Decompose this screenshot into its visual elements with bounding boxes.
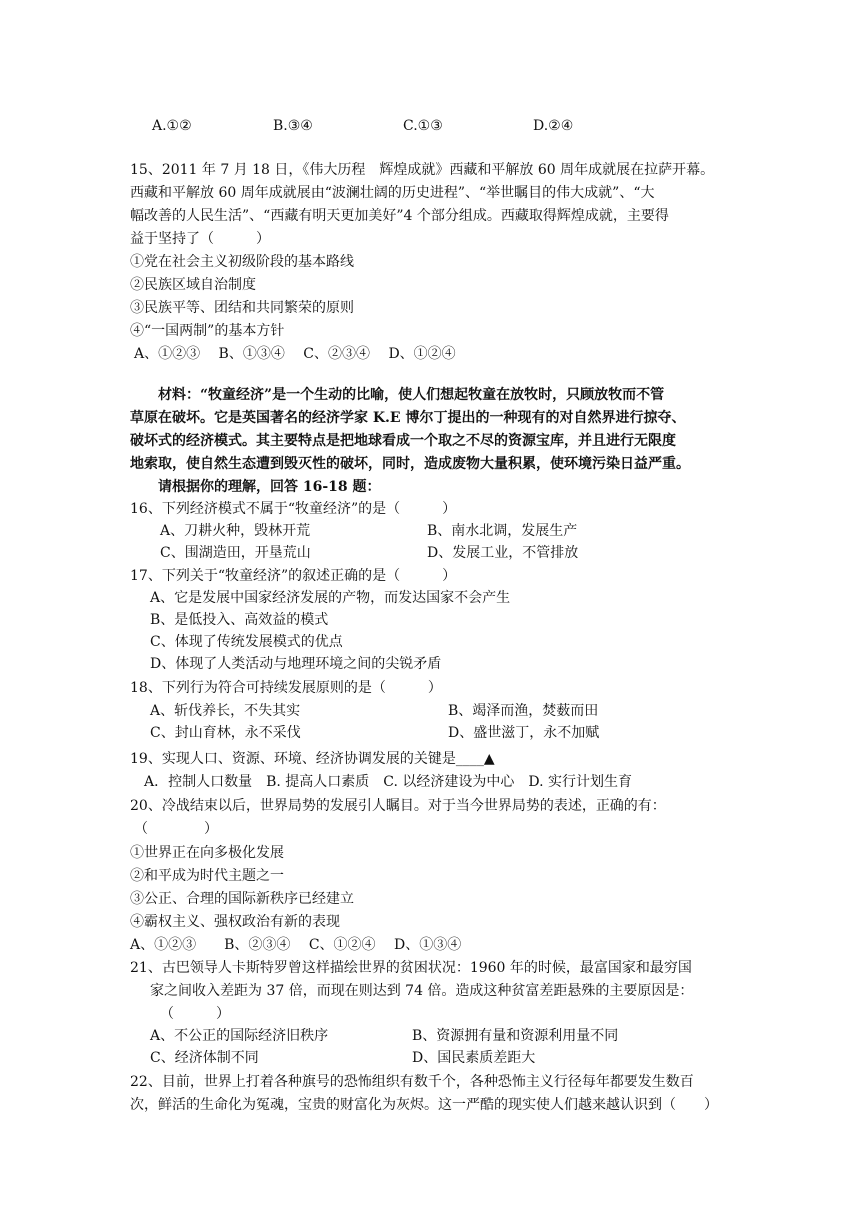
q15-line: 西藏和平解放 60 周年成就展由“波澜壮阔的历史进程”、“举世瞩目的伟大成就”、“大 [130,185,655,201]
q18-option-b: B、竭泽而渔，焚薮而田 [448,703,599,719]
q19-answer-blank: ____ [455,751,484,767]
material-line: 草原在破坏。它是英国著名的经济学家 K.E 博尔丁提出的一种现有的对自然界进行掠夺、 [130,410,686,426]
q17-stem: 17、下列关于“牧童经济”的叙述正确的是（ ） [130,568,457,584]
q20-item: ②和平成为时代主题之一 [130,868,284,884]
q22-line: 次，鲜活的生命化为冤魂，宝贵的财富化为灰烬。这一严酷的现实使人们越来越认识到（ ） [130,1097,718,1113]
q14-option-a: A.①② [152,118,192,134]
q16-option-a: A、刀耕火种，毁林开荒 [160,523,311,539]
q15-line: 益于坚持了（ ） [130,231,270,247]
material-instruction: 请根据你的理解，回答 16-18 题： [130,479,381,495]
q18-option-d: D、盛世滋丁，永不加赋 [448,725,600,741]
q20-item: ④霸权主义、强权政治有新的表现 [130,914,340,930]
q15-item: ①党在社会主义初级阶段的基本路线 [130,254,354,270]
q20-line: （ ） [134,821,218,837]
q17-option-d: D、体现了人类活动与地理环境之间的尖锐矛盾 [150,656,442,672]
q19-options: A．控制人口数量 B. 提高人口素质 C. 以经济建设为中心 D. 实行计划生育 [144,774,633,790]
q21-line: 家之间收入差距为 37 倍，而现在则达到 74 倍。造成这种贫富差距悬殊的主要原因是： [150,983,694,999]
q18-stem: 18、下列行为符合可持续发展原则的是（ ） [130,680,442,696]
q19-stem: 19、实现人口、资源、环境、经济协调发展的关键是 [130,751,456,767]
q16-option-b: B、南水北调，发展生产 [427,523,578,539]
q16-option-c: C、围湖造田，开垦荒山 [160,545,311,561]
q18-option-c: C、封山育林，永不采伐 [150,725,301,741]
q21-option-d: D、国民素质差距大 [412,1050,536,1066]
q20-item: ①世界正在向多极化发展 [130,845,284,861]
q14-option-d: D.②④ [533,118,574,134]
q17-option-c: C、体现了传统发展模式的优点 [150,634,343,650]
q20-item: ③公正、合理的国际新秩序已经建立 [130,891,354,907]
q15-line: 幅改善的人民生活”、“西藏有明天更加美好”4 个部分组成。西藏取得辉煌成就，主要得 [130,208,669,224]
q15-item: ②民族区域自治制度 [130,277,256,293]
q21-option-a: A、不公正的国际经济旧秩序 [150,1028,329,1044]
q20-options: A、①②③ B、②③④ C、①②④ D、①③④ [130,937,462,953]
q19-stem-line [130,749,495,769]
q17-option-a: A、它是发展中国家经济发展的产物，而发达国家不会产生 [150,590,511,606]
q15-options: A、①②③ B、①③④ C、②③④ D、①②④ [134,346,456,362]
q18-option-a: A、斩伐养长，不失其实 [150,703,301,719]
material-line: 破坏式的经济模式。其主要特点是把地球看成一个取之不尽的资源宝库，并且进行无限度 [130,433,676,449]
q22-line: 22、目前，世界上打着各种旗号的恐怖组织有数千个，各种恐怖主义行径每年都要发生数百 [130,1074,694,1090]
q16-option-d: D、发展工业，不管排放 [427,545,579,561]
q16-stem: 16、下列经济模式不属于“牧童经济”的是（ ） [130,501,457,517]
q21-option-b: B、资源拥有量和资源利用量不同 [412,1028,619,1044]
material-line: 地索取，使自然生态遭到毁灭性的破坏，同时，造成废物大量积累，使环境污染日益严重。 [130,456,690,472]
q15-line: 15、2011 年 7 月 18 日，《伟大历程 辉煌成就》西藏和平解放 60 周年成就展在拉萨开幕。 [130,162,715,178]
triangle-icon: ▲ [483,751,495,767]
q20-line: 20、冷战结束以后，世界局势的发展引人瞩目。对于当今世界局势的表述，正确的有： [130,798,666,814]
q15-item: ④“一国两制”的基本方针 [130,323,285,339]
material-line: 材料：“牧童经济”是一个生动的比喻，使人们想起牧童在放牧时，只顾放牧而不管 [130,387,665,403]
q15-item: ③民族平等、团结和共同繁荣的原则 [130,300,354,316]
q14-option-c: C.①③ [403,118,443,134]
q21-line: 21、古巴领导人卡斯特罗曾这样描绘世界的贫困状况：1960 年的时候，最富国家和最穷国 [130,960,692,976]
q17-option-b: B、是低投入、高效益的模式 [150,612,329,628]
q21-line: （ ） [160,1006,230,1022]
q21-option-c: C、经济体制不同 [150,1050,259,1066]
q14-option-b: B.③④ [273,118,313,134]
